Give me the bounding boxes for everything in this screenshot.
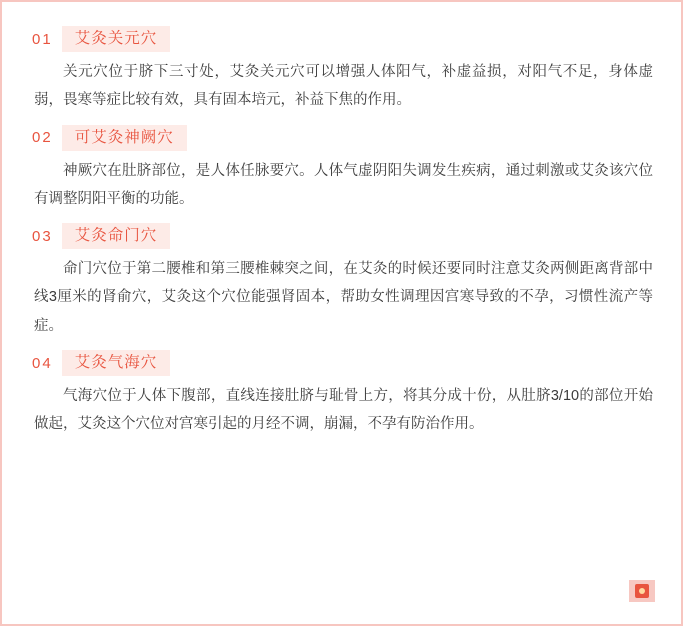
- section-02-number: 02: [32, 129, 53, 147]
- section-02: [24, 125, 659, 214]
- section-02-heading: [32, 125, 659, 151]
- section-01: [24, 26, 659, 115]
- section-03-heading: [32, 223, 659, 249]
- flower-stamp-shape: [629, 580, 655, 602]
- flower-stamp-icon: [629, 580, 655, 602]
- section-03-paragraph: 命门穴位于第二腰椎和第三腰椎棘突之间，在艾灸的时候还要同时注意艾灸两侧距离背部中线3厘米的肾俞穴，艾灸这个穴位能强肾固本，帮助女性调理因宫寒导致的不孕，习惯性流产等症。: [34, 261, 653, 334]
- section-02-paragraph: 神厥穴在肚脐部位，是人体任脉要穴。人体气虚阴阳失调发生疾病，通过刺激或艾灸该穴位有调整阴阳平衡的功能。: [34, 162, 653, 207]
- section-04-heading: [32, 350, 659, 376]
- section-04: [24, 350, 659, 439]
- section-02-title: 可艾灸神阙穴: [62, 125, 187, 151]
- section-01-number: 01: [32, 30, 53, 48]
- section-04-title: 艾灸气海穴: [62, 350, 171, 376]
- section-03-title: 艾灸命门穴: [62, 223, 171, 249]
- section-04-paragraph: 气海穴位于人体下腹部，直线连接肚脐与耻骨上方，将其分成十份，从肚脐3/10的部位开始做起，艾灸这个穴位对宫寒引起的月经不调，崩漏，不孕有防治作用。: [34, 388, 653, 433]
- section-01-paragraph: 关元穴位于脐下三寸处，艾灸关元穴可以增强人体阳气，补虚益损，对阳气不足，身体虚弱，畏寒等症比较有效，具有固本培元，补益下焦的作用。: [34, 64, 653, 109]
- section-03: [24, 223, 659, 340]
- section-03-number: 03: [32, 227, 53, 245]
- section-04-number: 04: [32, 354, 53, 372]
- section-01-title: 艾灸关元穴: [62, 26, 171, 52]
- section-01-heading: [32, 26, 659, 52]
